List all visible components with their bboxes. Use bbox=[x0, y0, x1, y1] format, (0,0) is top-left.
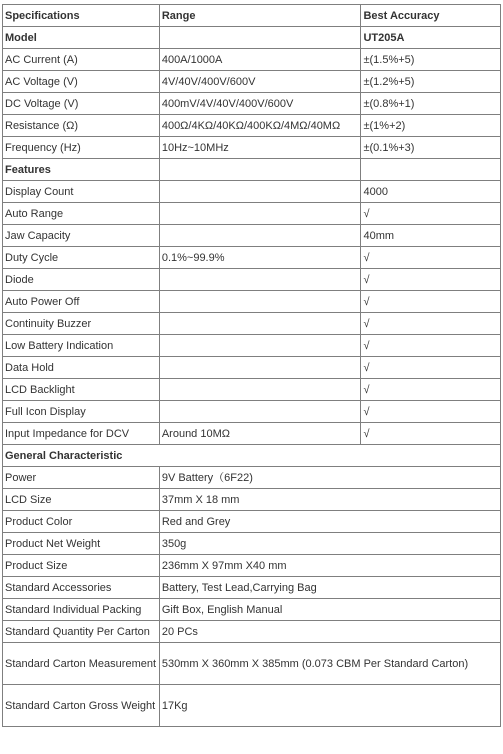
feature-value: √ bbox=[361, 335, 501, 357]
feature-value: √ bbox=[361, 379, 501, 401]
model-number: UT205A bbox=[361, 27, 501, 49]
header-row bbox=[3, 5, 501, 27]
characteristic-value: Battery, Test Lead,Carrying Bag bbox=[159, 577, 500, 599]
header-cell: Best Accuracy bbox=[361, 5, 501, 27]
feature-value: √ bbox=[361, 203, 501, 225]
table-row bbox=[3, 555, 501, 577]
feature-name: Input Impedance for DCV bbox=[3, 423, 160, 445]
table-row bbox=[3, 269, 501, 291]
characteristic-name: Product Net Weight bbox=[3, 533, 160, 555]
feature-value: √ bbox=[361, 423, 501, 445]
characteristic-value: Red and Grey bbox=[159, 511, 500, 533]
characteristic-value: 350g bbox=[159, 533, 500, 555]
table-row bbox=[3, 93, 501, 115]
spec-range: 4V/40V/400V/600V bbox=[159, 71, 361, 93]
feature-name: Auto Power Off bbox=[3, 291, 160, 313]
spec-name: DC Voltage (V) bbox=[3, 93, 160, 115]
table-row bbox=[3, 511, 501, 533]
feature-range bbox=[159, 401, 361, 423]
table-row bbox=[3, 247, 501, 269]
feature-name: Low Battery Indication bbox=[3, 335, 160, 357]
characteristic-value: 236mm X 97mm X40 mm bbox=[159, 555, 500, 577]
feature-range bbox=[159, 203, 361, 225]
table-row bbox=[3, 379, 501, 401]
spec-name: AC Voltage (V) bbox=[3, 71, 160, 93]
feature-name: Duty Cycle bbox=[3, 247, 160, 269]
characteristic-name: LCD Size bbox=[3, 489, 160, 511]
header-cell: Range bbox=[159, 5, 361, 27]
feature-range bbox=[159, 379, 361, 401]
table-row bbox=[3, 401, 501, 423]
characteristic-value: 530mm X 360mm X 385mm (0.073 CBM Per Standard Carton) bbox=[159, 643, 500, 685]
spec-name: Frequency (Hz) bbox=[3, 137, 160, 159]
feature-range: Around 10MΩ bbox=[159, 423, 361, 445]
feature-value: √ bbox=[361, 269, 501, 291]
table-row bbox=[3, 577, 501, 599]
table-row bbox=[3, 357, 501, 379]
characteristic-name: Standard Quantity Per Carton bbox=[3, 621, 160, 643]
characteristic-name: Standard Carton Measurement bbox=[3, 643, 160, 685]
table-row bbox=[3, 685, 501, 727]
section-header-model bbox=[3, 27, 501, 49]
spec-name: Resistance (Ω) bbox=[3, 115, 160, 137]
spec-accuracy: ±(0.1%+3) bbox=[361, 137, 501, 159]
table-row bbox=[3, 225, 501, 247]
feature-value: √ bbox=[361, 313, 501, 335]
characteristic-value: 20 PCs bbox=[159, 621, 500, 643]
spec-name: AC Current (A) bbox=[3, 49, 160, 71]
feature-value: √ bbox=[361, 357, 501, 379]
characteristic-name: Standard Accessories bbox=[3, 577, 160, 599]
table-row bbox=[3, 137, 501, 159]
section-title: Model bbox=[3, 27, 160, 49]
characteristic-value: 17Kg bbox=[159, 685, 500, 727]
spec-range: 400mV/4V/40V/400V/600V bbox=[159, 93, 361, 115]
table-row bbox=[3, 621, 501, 643]
table-row bbox=[3, 313, 501, 335]
feature-name: Full Icon Display bbox=[3, 401, 160, 423]
table-row bbox=[3, 115, 501, 137]
section-spacer bbox=[159, 159, 361, 181]
feature-name: Diode bbox=[3, 269, 160, 291]
characteristic-value: 37mm X 18 mm bbox=[159, 489, 500, 511]
table-row bbox=[3, 335, 501, 357]
table-row bbox=[3, 71, 501, 93]
feature-range bbox=[159, 269, 361, 291]
section-title: Features bbox=[3, 159, 160, 181]
spec-accuracy: ±(0.8%+1) bbox=[361, 93, 501, 115]
feature-range bbox=[159, 335, 361, 357]
characteristic-name: Standard Carton Gross Weight bbox=[3, 685, 160, 727]
spec-accuracy: ±(1.2%+5) bbox=[361, 71, 501, 93]
section-header-general bbox=[3, 445, 501, 467]
feature-range bbox=[159, 291, 361, 313]
header-cell: Specifications bbox=[3, 5, 160, 27]
feature-name: Data Hold bbox=[3, 357, 160, 379]
spec-accuracy: ±(1%+2) bbox=[361, 115, 501, 137]
characteristic-name: Product Size bbox=[3, 555, 160, 577]
section-header-features bbox=[3, 159, 501, 181]
characteristic-name: Standard Individual Packing bbox=[3, 599, 160, 621]
spec-range: 10Hz~10MHz bbox=[159, 137, 361, 159]
spec-range: 400Ω/4KΩ/40KΩ/400KΩ/4MΩ/40MΩ bbox=[159, 115, 361, 137]
feature-name: Auto Range bbox=[3, 203, 160, 225]
feature-name: Continuity Buzzer bbox=[3, 313, 160, 335]
table-row bbox=[3, 291, 501, 313]
spec-range: 400A/1000A bbox=[159, 49, 361, 71]
table-row bbox=[3, 203, 501, 225]
table-row bbox=[3, 181, 501, 203]
feature-range bbox=[159, 225, 361, 247]
feature-value: √ bbox=[361, 291, 501, 313]
table-row bbox=[3, 489, 501, 511]
feature-name: Jaw Capacity bbox=[3, 225, 160, 247]
feature-value: 40mm bbox=[361, 225, 501, 247]
feature-range: 0.1%~99.9% bbox=[159, 247, 361, 269]
section-spacer bbox=[159, 27, 361, 49]
spec-table bbox=[2, 4, 501, 727]
feature-range bbox=[159, 181, 361, 203]
table-row bbox=[3, 467, 501, 489]
feature-name: Display Count bbox=[3, 181, 160, 203]
feature-range bbox=[159, 313, 361, 335]
characteristic-name: Product Color bbox=[3, 511, 160, 533]
table-row bbox=[3, 49, 501, 71]
characteristic-value: Gift Box, English Manual bbox=[159, 599, 500, 621]
feature-value: √ bbox=[361, 401, 501, 423]
table-row bbox=[3, 533, 501, 555]
table-row bbox=[3, 643, 501, 685]
section-title: General Characteristic bbox=[3, 445, 501, 467]
characteristic-name: Power bbox=[3, 467, 160, 489]
feature-value: √ bbox=[361, 247, 501, 269]
table-row bbox=[3, 423, 501, 445]
table-row bbox=[3, 599, 501, 621]
feature-range bbox=[159, 357, 361, 379]
section-spacer bbox=[361, 159, 501, 181]
characteristic-value: 9V Battery（6F22) bbox=[159, 467, 500, 489]
feature-name: LCD Backlight bbox=[3, 379, 160, 401]
spec-accuracy: ±(1.5%+5) bbox=[361, 49, 501, 71]
feature-value: 4000 bbox=[361, 181, 501, 203]
